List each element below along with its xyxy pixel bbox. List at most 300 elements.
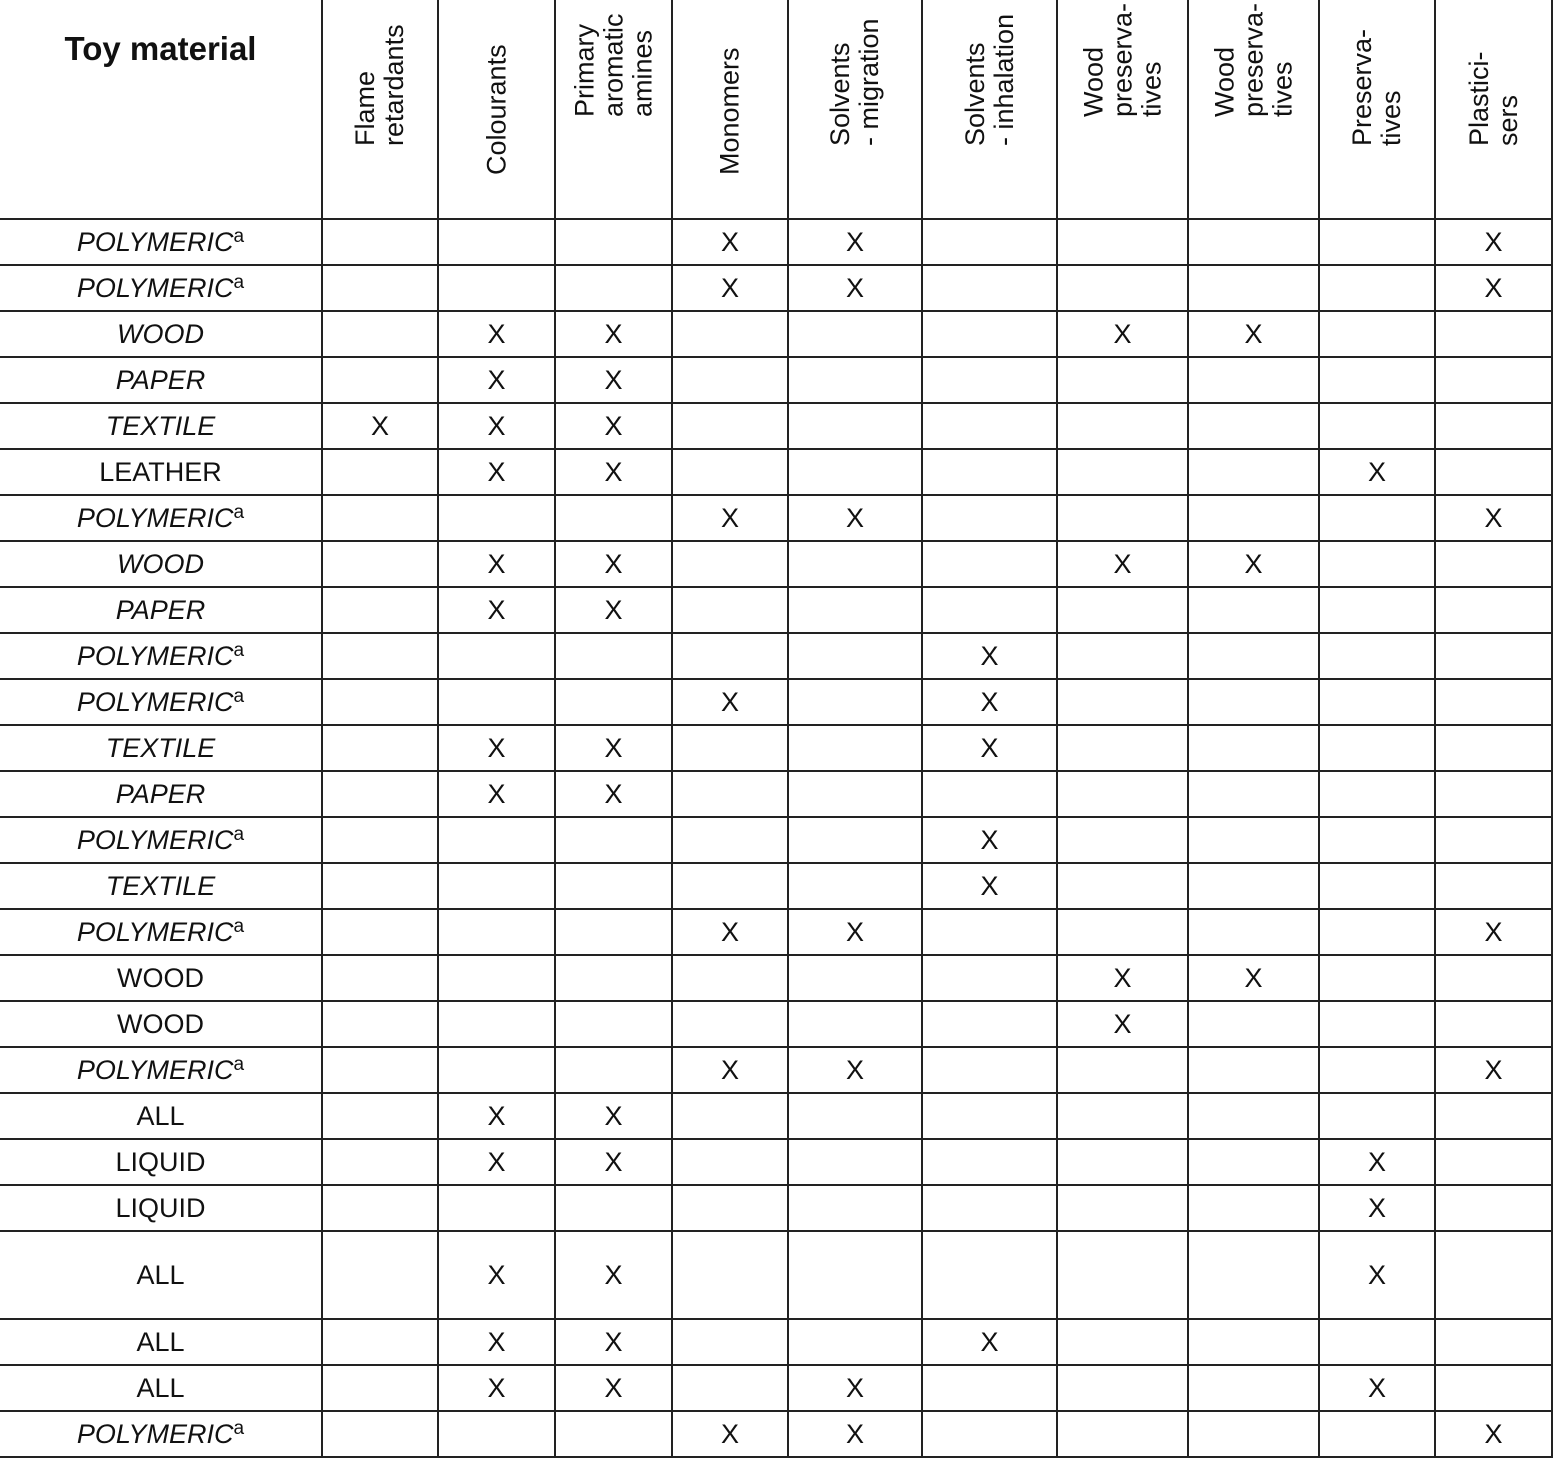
column-header-line: Primary (569, 24, 599, 117)
empty-cell (788, 403, 922, 449)
applicable-mark-cell: X (788, 909, 922, 955)
empty-cell (1435, 1001, 1552, 1047)
table-row (0, 1093, 1552, 1139)
applicable-mark-cell: X (438, 357, 555, 403)
material-name: ALL (136, 1372, 185, 1403)
empty-cell (322, 679, 438, 725)
empty-cell (788, 679, 922, 725)
empty-cell (1188, 633, 1319, 679)
empty-cell (1435, 357, 1552, 403)
toy-material-cell (0, 1047, 322, 1093)
empty-cell (322, 1365, 438, 1411)
applicable-mark-cell: X (1319, 1365, 1435, 1411)
empty-cell (438, 219, 555, 265)
empty-cell (1188, 265, 1319, 311)
toy-material-cell (0, 357, 322, 403)
empty-cell (1435, 403, 1552, 449)
empty-cell (1057, 587, 1188, 633)
applicable-mark-cell: X (788, 1411, 922, 1457)
empty-cell (1435, 863, 1552, 909)
applicable-mark-cell: X (438, 1139, 555, 1185)
empty-cell (922, 587, 1057, 633)
empty-cell (1319, 725, 1435, 771)
applicable-mark-cell: X (672, 1411, 788, 1457)
empty-cell (555, 1047, 672, 1093)
empty-cell (1435, 449, 1552, 495)
applicable-mark-cell: X (1057, 1001, 1188, 1047)
empty-cell (672, 771, 788, 817)
empty-cell (1435, 1365, 1552, 1411)
empty-cell (922, 265, 1057, 311)
applicable-mark-cell: X (555, 403, 672, 449)
table-row (0, 1139, 1552, 1185)
empty-cell (788, 1139, 922, 1185)
empty-cell (788, 863, 922, 909)
table-row (0, 1319, 1552, 1365)
material-name: WOOD (117, 962, 204, 993)
empty-cell (922, 909, 1057, 955)
applicable-mark-cell: X (322, 403, 438, 449)
material-name: POLYMERIC (76, 916, 234, 947)
applicable-mark-cell: X (438, 1319, 555, 1365)
empty-cell (322, 1001, 438, 1047)
column-header (1435, 0, 1552, 219)
empty-cell (1188, 817, 1319, 863)
empty-cell (1057, 633, 1188, 679)
applicable-mark-cell: X (1435, 495, 1552, 541)
empty-cell (922, 541, 1057, 587)
empty-cell (788, 633, 922, 679)
empty-cell (555, 265, 672, 311)
column-header-line: Monomers (714, 47, 745, 175)
applicable-mark-cell: X (555, 311, 672, 357)
toy-material-cell (0, 817, 322, 863)
empty-cell (788, 771, 922, 817)
empty-cell (1188, 403, 1319, 449)
empty-cell (672, 633, 788, 679)
empty-cell (322, 633, 438, 679)
empty-cell (1057, 725, 1188, 771)
empty-cell (1319, 219, 1435, 265)
empty-cell (1057, 817, 1188, 863)
column-header-line: tives (1267, 61, 1297, 117)
column-header-label (570, 13, 657, 117)
footnote-marker: a (233, 823, 245, 845)
empty-cell (322, 265, 438, 311)
empty-cell (672, 1319, 788, 1365)
footnote-marker: a (233, 915, 245, 937)
empty-cell (322, 587, 438, 633)
column-header-line: preserva- (1238, 2, 1268, 117)
toy-material-cell (0, 679, 322, 725)
applicable-mark-cell: X (555, 771, 672, 817)
footnote-marker: a (233, 639, 245, 661)
material-name: TEXTILE (105, 732, 216, 763)
column-header-line: retardants (379, 24, 409, 146)
empty-cell (1188, 679, 1319, 725)
empty-cell (672, 955, 788, 1001)
column-header (788, 0, 922, 219)
material-name: PAPER (115, 778, 206, 809)
empty-cell (1188, 1365, 1319, 1411)
table-row (0, 1047, 1552, 1093)
empty-cell (1057, 863, 1188, 909)
empty-cell (922, 1365, 1057, 1411)
applicable-mark-cell: X (555, 1365, 672, 1411)
table-row (0, 817, 1552, 863)
empty-cell (672, 357, 788, 403)
empty-cell (672, 541, 788, 587)
empty-cell (322, 311, 438, 357)
applicable-mark-cell: X (555, 357, 672, 403)
empty-cell (555, 495, 672, 541)
empty-cell (438, 1411, 555, 1457)
empty-cell (788, 449, 922, 495)
applicable-mark-cell: X (672, 1047, 788, 1093)
material-name: POLYMERIC (76, 226, 234, 257)
empty-cell (1188, 449, 1319, 495)
applicable-mark-cell: X (438, 403, 555, 449)
empty-cell (1435, 633, 1552, 679)
material-name: POLYMERIC (76, 640, 234, 671)
empty-cell (322, 955, 438, 1001)
table-row (0, 955, 1552, 1001)
empty-cell (555, 955, 672, 1001)
applicable-mark-cell: X (555, 1139, 672, 1185)
empty-cell (1188, 909, 1319, 955)
table-row (0, 403, 1552, 449)
empty-cell (922, 1411, 1057, 1457)
empty-cell (1057, 1231, 1188, 1319)
column-header-line: - inhalation (988, 13, 1019, 146)
applicable-mark-cell: X (672, 679, 788, 725)
empty-cell (555, 1185, 672, 1231)
empty-cell (788, 587, 922, 633)
empty-cell (1435, 1139, 1552, 1185)
table-row (0, 771, 1552, 817)
empty-cell (788, 725, 922, 771)
empty-cell (438, 633, 555, 679)
empty-cell (322, 1319, 438, 1365)
empty-cell (322, 449, 438, 495)
table-row (0, 1001, 1552, 1047)
empty-cell (1435, 1185, 1552, 1231)
applicable-mark-cell: X (672, 495, 788, 541)
empty-cell (1319, 679, 1435, 725)
empty-cell (1057, 1365, 1188, 1411)
column-header (1057, 0, 1188, 219)
empty-cell (1435, 1093, 1552, 1139)
empty-cell (322, 863, 438, 909)
empty-cell (1057, 403, 1188, 449)
empty-cell (1057, 771, 1188, 817)
empty-cell (1435, 679, 1552, 725)
empty-cell (672, 1093, 788, 1139)
empty-cell (555, 219, 672, 265)
material-name: LEATHER (99, 456, 222, 487)
column-header (555, 0, 672, 219)
applicable-mark-cell: X (922, 633, 1057, 679)
material-name: PAPER (115, 594, 206, 625)
column-header-line: Solvents (825, 42, 855, 146)
footnote-marker: a (233, 1417, 245, 1439)
empty-cell (1435, 1231, 1552, 1319)
empty-cell (672, 817, 788, 863)
empty-cell (922, 219, 1057, 265)
empty-cell (322, 1185, 438, 1231)
empty-cell (1057, 1319, 1188, 1365)
empty-cell (555, 909, 672, 955)
empty-cell (1319, 357, 1435, 403)
empty-cell (1188, 1139, 1319, 1185)
empty-cell (1319, 495, 1435, 541)
table-row (0, 1411, 1552, 1457)
empty-cell (1057, 357, 1188, 403)
column-header (438, 0, 555, 219)
toy-material-cell (0, 725, 322, 771)
empty-cell (322, 541, 438, 587)
table-body (0, 219, 1552, 1457)
empty-cell (438, 265, 555, 311)
material-name: POLYMERIC (76, 502, 234, 533)
table-row (0, 219, 1552, 265)
applicable-mark-cell: X (922, 725, 1057, 771)
empty-cell (1435, 587, 1552, 633)
empty-cell (555, 817, 672, 863)
empty-cell (555, 679, 672, 725)
column-header-line: Colourants (481, 44, 511, 175)
toy-material-cell (0, 587, 322, 633)
toy-material-cell (0, 955, 322, 1001)
empty-cell (322, 1411, 438, 1457)
empty-cell (788, 1185, 922, 1231)
applicable-mark-cell: X (438, 311, 555, 357)
empty-cell (672, 1231, 788, 1319)
empty-cell (1435, 1319, 1552, 1365)
empty-cell (1319, 403, 1435, 449)
table-row (0, 633, 1552, 679)
empty-cell (788, 1093, 922, 1139)
empty-cell (922, 1001, 1057, 1047)
applicable-mark-cell: X (1319, 1231, 1435, 1319)
empty-cell (1319, 771, 1435, 817)
empty-cell (1188, 725, 1319, 771)
material-name: WOOD (117, 548, 204, 579)
table-row (0, 725, 1552, 771)
applicable-mark-cell: X (922, 1319, 1057, 1365)
material-name: POLYMERIC (76, 1418, 234, 1449)
table-row (0, 541, 1552, 587)
empty-cell (1188, 1093, 1319, 1139)
empty-cell (555, 1001, 672, 1047)
column-header-line: aromatic (598, 13, 628, 117)
empty-cell (438, 495, 555, 541)
empty-cell (1319, 863, 1435, 909)
column-header (922, 0, 1057, 219)
column-header-label (482, 44, 511, 175)
material-name: POLYMERIC (76, 824, 234, 855)
empty-cell (322, 495, 438, 541)
empty-cell (1188, 357, 1319, 403)
toy-material-cell (0, 1365, 322, 1411)
table-row (0, 909, 1552, 955)
empty-cell (1319, 909, 1435, 955)
toy-material-cell (0, 219, 322, 265)
applicable-mark-cell: X (555, 1093, 672, 1139)
applicable-mark-cell: X (1435, 219, 1552, 265)
empty-cell (788, 1231, 922, 1319)
empty-cell (788, 1319, 922, 1365)
material-name: ALL (136, 1100, 185, 1131)
empty-cell (438, 817, 555, 863)
empty-cell (1319, 541, 1435, 587)
empty-cell (438, 1001, 555, 1047)
empty-cell (1319, 1411, 1435, 1457)
empty-cell (1057, 495, 1188, 541)
empty-cell (1057, 219, 1188, 265)
toy-material-cell (0, 771, 322, 817)
empty-cell (1188, 1185, 1319, 1231)
column-header (322, 0, 438, 219)
empty-cell (1188, 587, 1319, 633)
empty-cell (1188, 771, 1319, 817)
column-header-line: tives (1136, 61, 1166, 117)
column-header-line: Wood (1209, 46, 1239, 117)
empty-cell (672, 311, 788, 357)
empty-cell (1435, 311, 1552, 357)
applicable-mark-cell: X (438, 771, 555, 817)
applicable-mark-cell: X (672, 265, 788, 311)
empty-cell (672, 1139, 788, 1185)
applicable-mark-cell: X (1057, 955, 1188, 1001)
empty-cell (1057, 909, 1188, 955)
empty-cell (438, 1047, 555, 1093)
empty-cell (922, 311, 1057, 357)
toy-material-cell (0, 449, 322, 495)
column-header-label (826, 18, 884, 146)
applicable-mark-cell: X (788, 1365, 922, 1411)
empty-cell (322, 1139, 438, 1185)
table-row (0, 587, 1552, 633)
empty-cell (1319, 955, 1435, 1001)
applicable-mark-cell: X (555, 1231, 672, 1319)
applicable-mark-cell: X (1188, 955, 1319, 1001)
applicable-mark-cell: X (438, 725, 555, 771)
empty-cell (1435, 725, 1552, 771)
applicable-mark-cell: X (1319, 449, 1435, 495)
table-row (0, 1185, 1552, 1231)
column-header-line: - migration (854, 18, 884, 146)
empty-cell (788, 357, 922, 403)
material-name: POLYMERIC (76, 686, 234, 717)
column-header-label (716, 47, 745, 175)
empty-cell (555, 863, 672, 909)
empty-cell (922, 495, 1057, 541)
empty-cell (322, 357, 438, 403)
toy-material-cell (0, 403, 322, 449)
empty-cell (672, 403, 788, 449)
footnote-marker: a (233, 501, 245, 523)
empty-cell (1188, 1047, 1319, 1093)
empty-cell (322, 725, 438, 771)
empty-cell (788, 541, 922, 587)
empty-cell (322, 1231, 438, 1319)
empty-cell (1435, 955, 1552, 1001)
column-header-label (1348, 29, 1406, 146)
applicable-mark-cell: X (1435, 265, 1552, 311)
empty-cell (1188, 219, 1319, 265)
empty-cell (672, 1365, 788, 1411)
table-row (0, 265, 1552, 311)
empty-cell (672, 587, 788, 633)
empty-cell (322, 219, 438, 265)
empty-cell (1057, 679, 1188, 725)
empty-cell (788, 817, 922, 863)
column-header-line: Preserva- (1347, 28, 1377, 146)
toy-material-cell (0, 495, 322, 541)
empty-cell (1188, 1231, 1319, 1319)
empty-cell (672, 863, 788, 909)
applicable-mark-cell: X (555, 541, 672, 587)
empty-cell (1319, 265, 1435, 311)
column-header-line: Wood (1078, 46, 1108, 117)
empty-cell (438, 1185, 555, 1231)
empty-cell (922, 771, 1057, 817)
column-header-label (1079, 3, 1166, 117)
empty-cell (788, 311, 922, 357)
material-name: WOOD (117, 1008, 204, 1039)
applicable-mark-cell: X (1435, 1411, 1552, 1457)
empty-cell (322, 1093, 438, 1139)
empty-cell (1188, 1411, 1319, 1457)
column-header-line: Plastici- (1463, 51, 1494, 146)
empty-cell (1319, 1047, 1435, 1093)
empty-cell (788, 1001, 922, 1047)
material-name: TEXTILE (105, 870, 216, 901)
column-header-line: sers (1492, 94, 1523, 146)
toy-material-cell (0, 1001, 322, 1047)
applicable-mark-cell: X (1057, 311, 1188, 357)
applicable-mark-cell: X (1435, 909, 1552, 955)
empty-cell (1319, 1319, 1435, 1365)
empty-cell (922, 449, 1057, 495)
applicable-mark-cell: X (788, 1047, 922, 1093)
material-name: ALL (136, 1259, 185, 1290)
applicable-mark-cell: X (1319, 1185, 1435, 1231)
toy-material-cell (0, 1185, 322, 1231)
empty-cell (1319, 1001, 1435, 1047)
empty-cell (1057, 1139, 1188, 1185)
applicable-mark-cell: X (438, 449, 555, 495)
column-header-line: preserva- (1107, 2, 1137, 117)
toy-material-cell (0, 1093, 322, 1139)
empty-cell (1435, 771, 1552, 817)
column-header-line: Solvents (959, 42, 990, 146)
applicable-mark-cell: X (1188, 311, 1319, 357)
table-row (0, 311, 1552, 357)
empty-cell (672, 1001, 788, 1047)
empty-cell (438, 955, 555, 1001)
material-name: PAPER (115, 364, 206, 395)
empty-cell (1435, 817, 1552, 863)
footnote-marker: a (233, 685, 245, 707)
applicable-mark-cell: X (672, 219, 788, 265)
empty-cell (322, 817, 438, 863)
empty-cell (922, 1185, 1057, 1231)
applicable-mark-cell: X (438, 1365, 555, 1411)
applicable-mark-cell: X (922, 679, 1057, 725)
column-header-label (961, 14, 1019, 146)
